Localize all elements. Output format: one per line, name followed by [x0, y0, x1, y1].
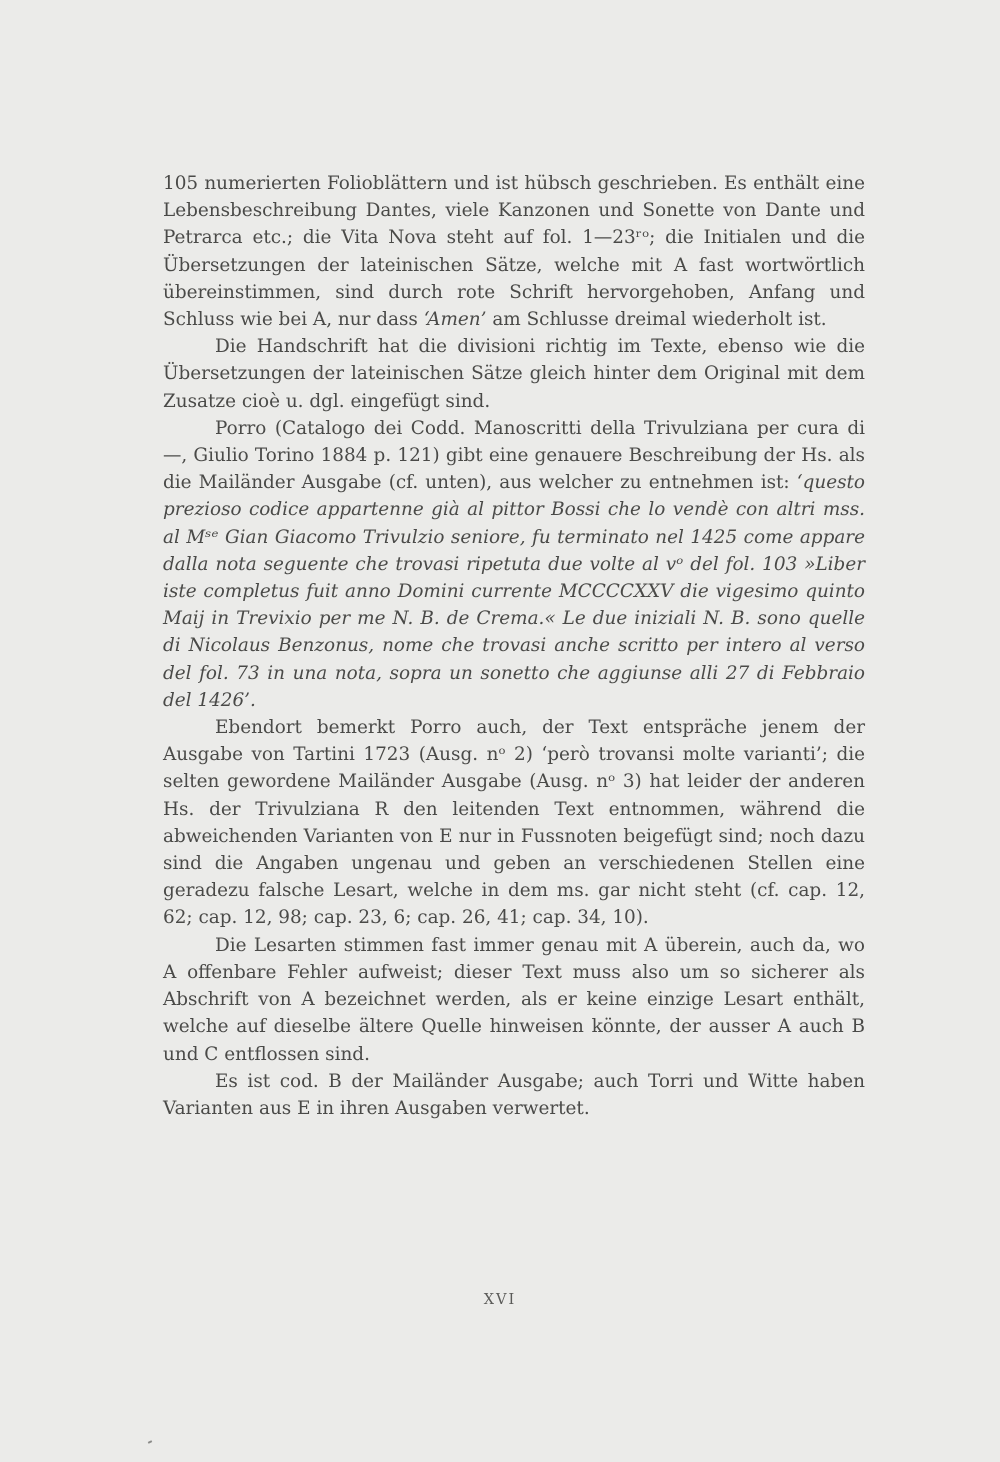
text-span: Ebendort bemerkt Porro auch, der Text entspräche jenem der Ausgabe von Tartini 1723 (Ausg. nᵒ 2) ‘però trovansi molte varianti’; die selten gewordene Mailänder Ausgabe (Ausg. nᵒ 3) hat leider der anderen Hs. der Trivulziana R den leitenden Text entnommen, während die abweichenden Varianten von E nur in Fussnoten beigefügt sind; noch dazu sind die Angaben ungenau und geben an verschiedenen Stellen eine geradezu falsche Lesart, welche in dem ms. gar nicht steht (cf. cap. 12, 62; cap. 12, 98; cap. 23, 6; cap. 26, 41; cap. 34, 10).: [163, 717, 865, 929]
paragraph-5: [163, 932, 865, 1068]
text-span: Die Lesarten stimmen fast immer genau mit A überein, auch da, wo A offenbare Fehler aufweist; dieser Text muss also um so sicherer als Abschrift von A bezeichnet werden, als er keine einzige Lesart enthält, welche auf dieselbe ältere Quelle hinweisen könnte, der ausser A auch B und C entflossen sind.: [163, 934, 865, 1065]
paragraph-3: [163, 415, 865, 714]
body-text: [163, 170, 865, 1122]
paragraph-4: [163, 714, 865, 932]
text-span: Die Handschrift hat die divisioni richtig im Texte, ebenso wie die Übersetzungen der lateinischen Sätze gleich hinter dem Original mit dem Zusatze cioè u. dgl. eingefügt sind.: [163, 336, 865, 412]
paragraph-2: [163, 333, 865, 415]
paragraph-6: [163, 1068, 865, 1122]
text-span: am Schlusse dreimal wiederholt ist.: [486, 309, 827, 331]
text-span: Porro (Catalogo dei Codd. Manoscritti della Trivulziana per cura di —, Giulio Torino 1884 p. 121) gibt eine genauere Beschreibung der Hs. als die Mailänder Ausgabe (cf. unten), aus welcher zu entnehmen ist:: [163, 417, 865, 494]
paper-speck: [148, 1440, 152, 1444]
text-span: Es ist cod. B der Mailänder Ausgabe; auch Torri und Witte haben Varianten aus E in ihren Ausgaben verwertet.: [163, 1070, 865, 1119]
italic-span: ‘Amen’: [423, 309, 487, 331]
paragraph-1: [163, 170, 865, 333]
text-span: 105 numerierten Folioblättern und ist hübsch geschrieben. Es enthält eine Lebensbeschreibung Dantes, viele Kanzonen und Sonette von Dante und Petrarca etc.; die Vita Nova steht auf fol. 1—23ʳᵒ; die Initialen und die Übersetzungen der lateinischen Sätze, welche mit A fast wortwörtlich übereinstimmen, sind durch rote Schrift hervorgehoben, Anfang und Schluss wie bei A, nur dass: [163, 173, 865, 331]
page-number: XVI: [483, 1292, 517, 1308]
italic-quote: ‘questo prezioso codice appartenne già al pittor Bossi che lo vendè con altri mss. al Mˢᵉ Gian Giacomo Trivulzio seniore, fu terminato nel 1425 come appare dalla nota seguente che trovasi ripetuta due volte al vᵒ del fol. 103 »Liber iste completus fuit anno Domini currente MCCCCXXV die vigesimo quinto Maij in Trevixio per me N. B. de Crema.« Le due iniziali N. B. sono quelle di Nicolaus Benzonus, nome che trovasi anche scritto per intero al verso del fol. 73 in una nota, sopra un sonetto che aggiunse alli 27 di Febbraio del 1426’.: [163, 472, 865, 711]
